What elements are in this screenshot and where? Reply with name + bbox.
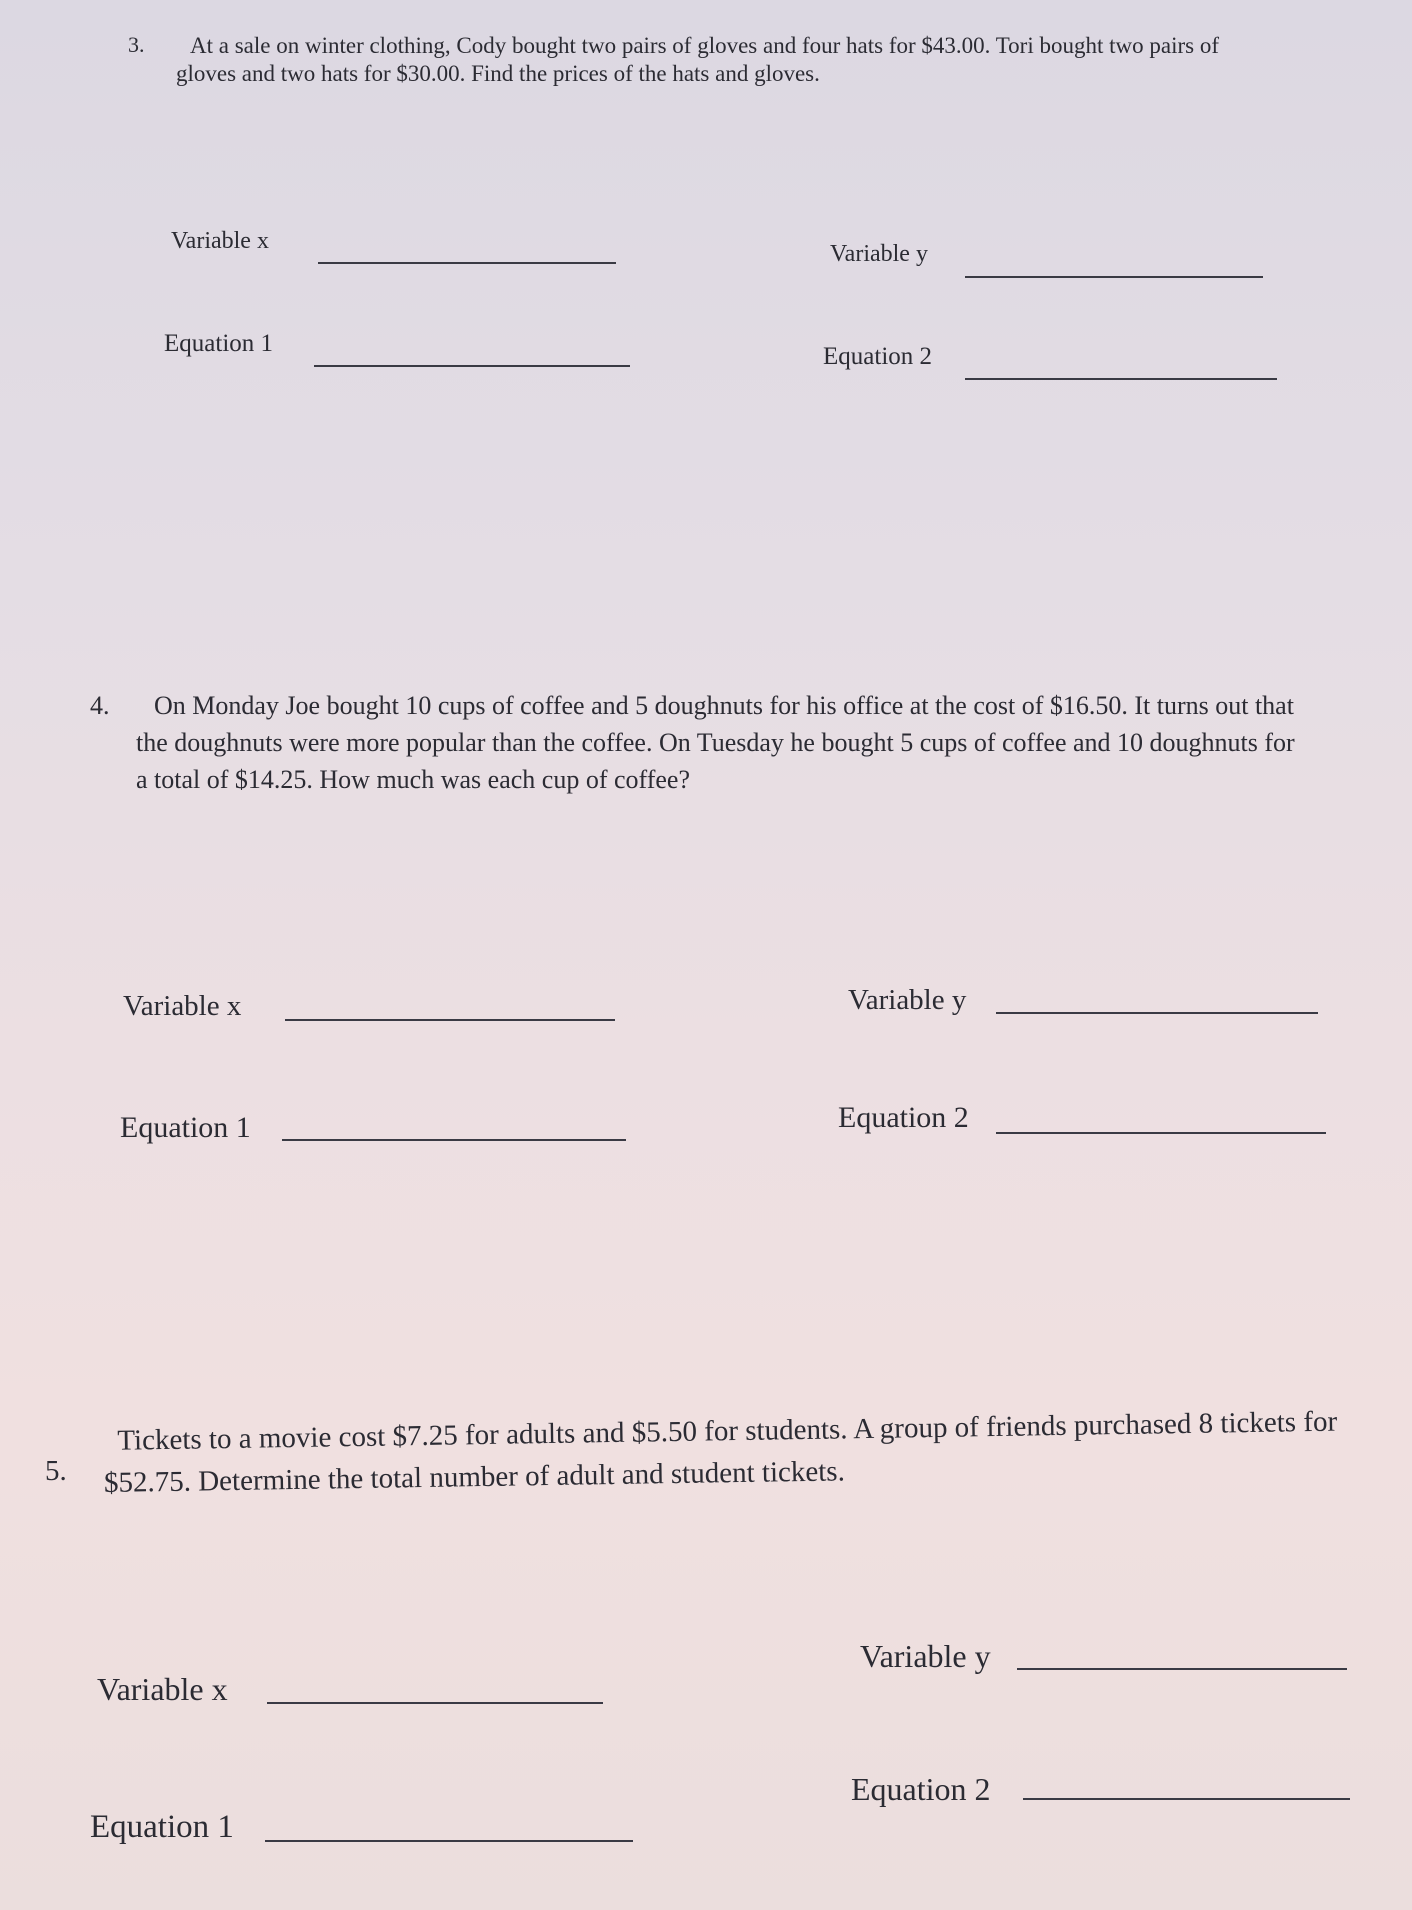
variable-y-answer-blank[interactable] [1017, 1668, 1347, 1670]
variable-x-answer-blank[interactable] [267, 1702, 603, 1704]
question-text: At a sale on winter clothing, Cody bought two pairs of gloves and four hats for $43.00. Tori bought two pairs of gloves and two hats for $30.00. Find the prices of the hats and gloves. [176, 33, 1219, 87]
question-text: On Monday Joe bought 10 cups of coffee and 5 doughnuts for his office at the cost of $16.50. It turns out that the doughnuts were more popular than the coffee. On Tuesday he bought 5 cups of coffee and 10 doughnuts for a total of $14.25. How much was each cup of coffee? [136, 691, 1295, 794]
variable-x-label: Variable x [171, 228, 269, 254]
question-text: Tickets to a movie cost $7.25 for adults and $5.50 for students. A group of friends purchased 8 tickets for $52.75. Determine the total number of adult and student tickets. [103, 1405, 1338, 1500]
variable-x-answer-blank[interactable] [285, 1019, 615, 1021]
equation-1-answer-blank[interactable] [282, 1139, 626, 1141]
equation-1-label: Equation 1 [164, 330, 274, 357]
variable-y-label: Variable y [860, 1638, 991, 1674]
question-number: 3. [128, 32, 145, 57]
question-number: 5. [45, 1455, 67, 1487]
equation-1-answer-blank[interactable] [265, 1840, 633, 1842]
equation-2-answer-blank[interactable] [1023, 1798, 1350, 1800]
equation-2-answer-blank[interactable] [996, 1132, 1326, 1134]
equation-1-answer-blank[interactable] [314, 365, 630, 367]
equation-1-label: Equation 1 [120, 1111, 251, 1144]
variable-y-answer-blank[interactable] [996, 1012, 1318, 1014]
question-number: 4. [90, 691, 110, 720]
equation-2-label: Equation 2 [851, 1771, 991, 1807]
variable-y-label: Variable y [830, 241, 928, 267]
variable-y-label: Variable y [848, 984, 967, 1016]
variable-y-answer-blank[interactable] [965, 276, 1263, 278]
equation-2-answer-blank[interactable] [965, 378, 1277, 380]
variable-x-label: Variable x [123, 990, 242, 1022]
equation-2-label: Equation 2 [823, 343, 933, 370]
equation-2-label: Equation 2 [838, 1101, 969, 1134]
variable-x-label: Variable x [97, 1671, 228, 1707]
equation-1-label: Equation 1 [90, 1809, 234, 1845]
variable-x-answer-blank[interactable] [318, 262, 616, 264]
